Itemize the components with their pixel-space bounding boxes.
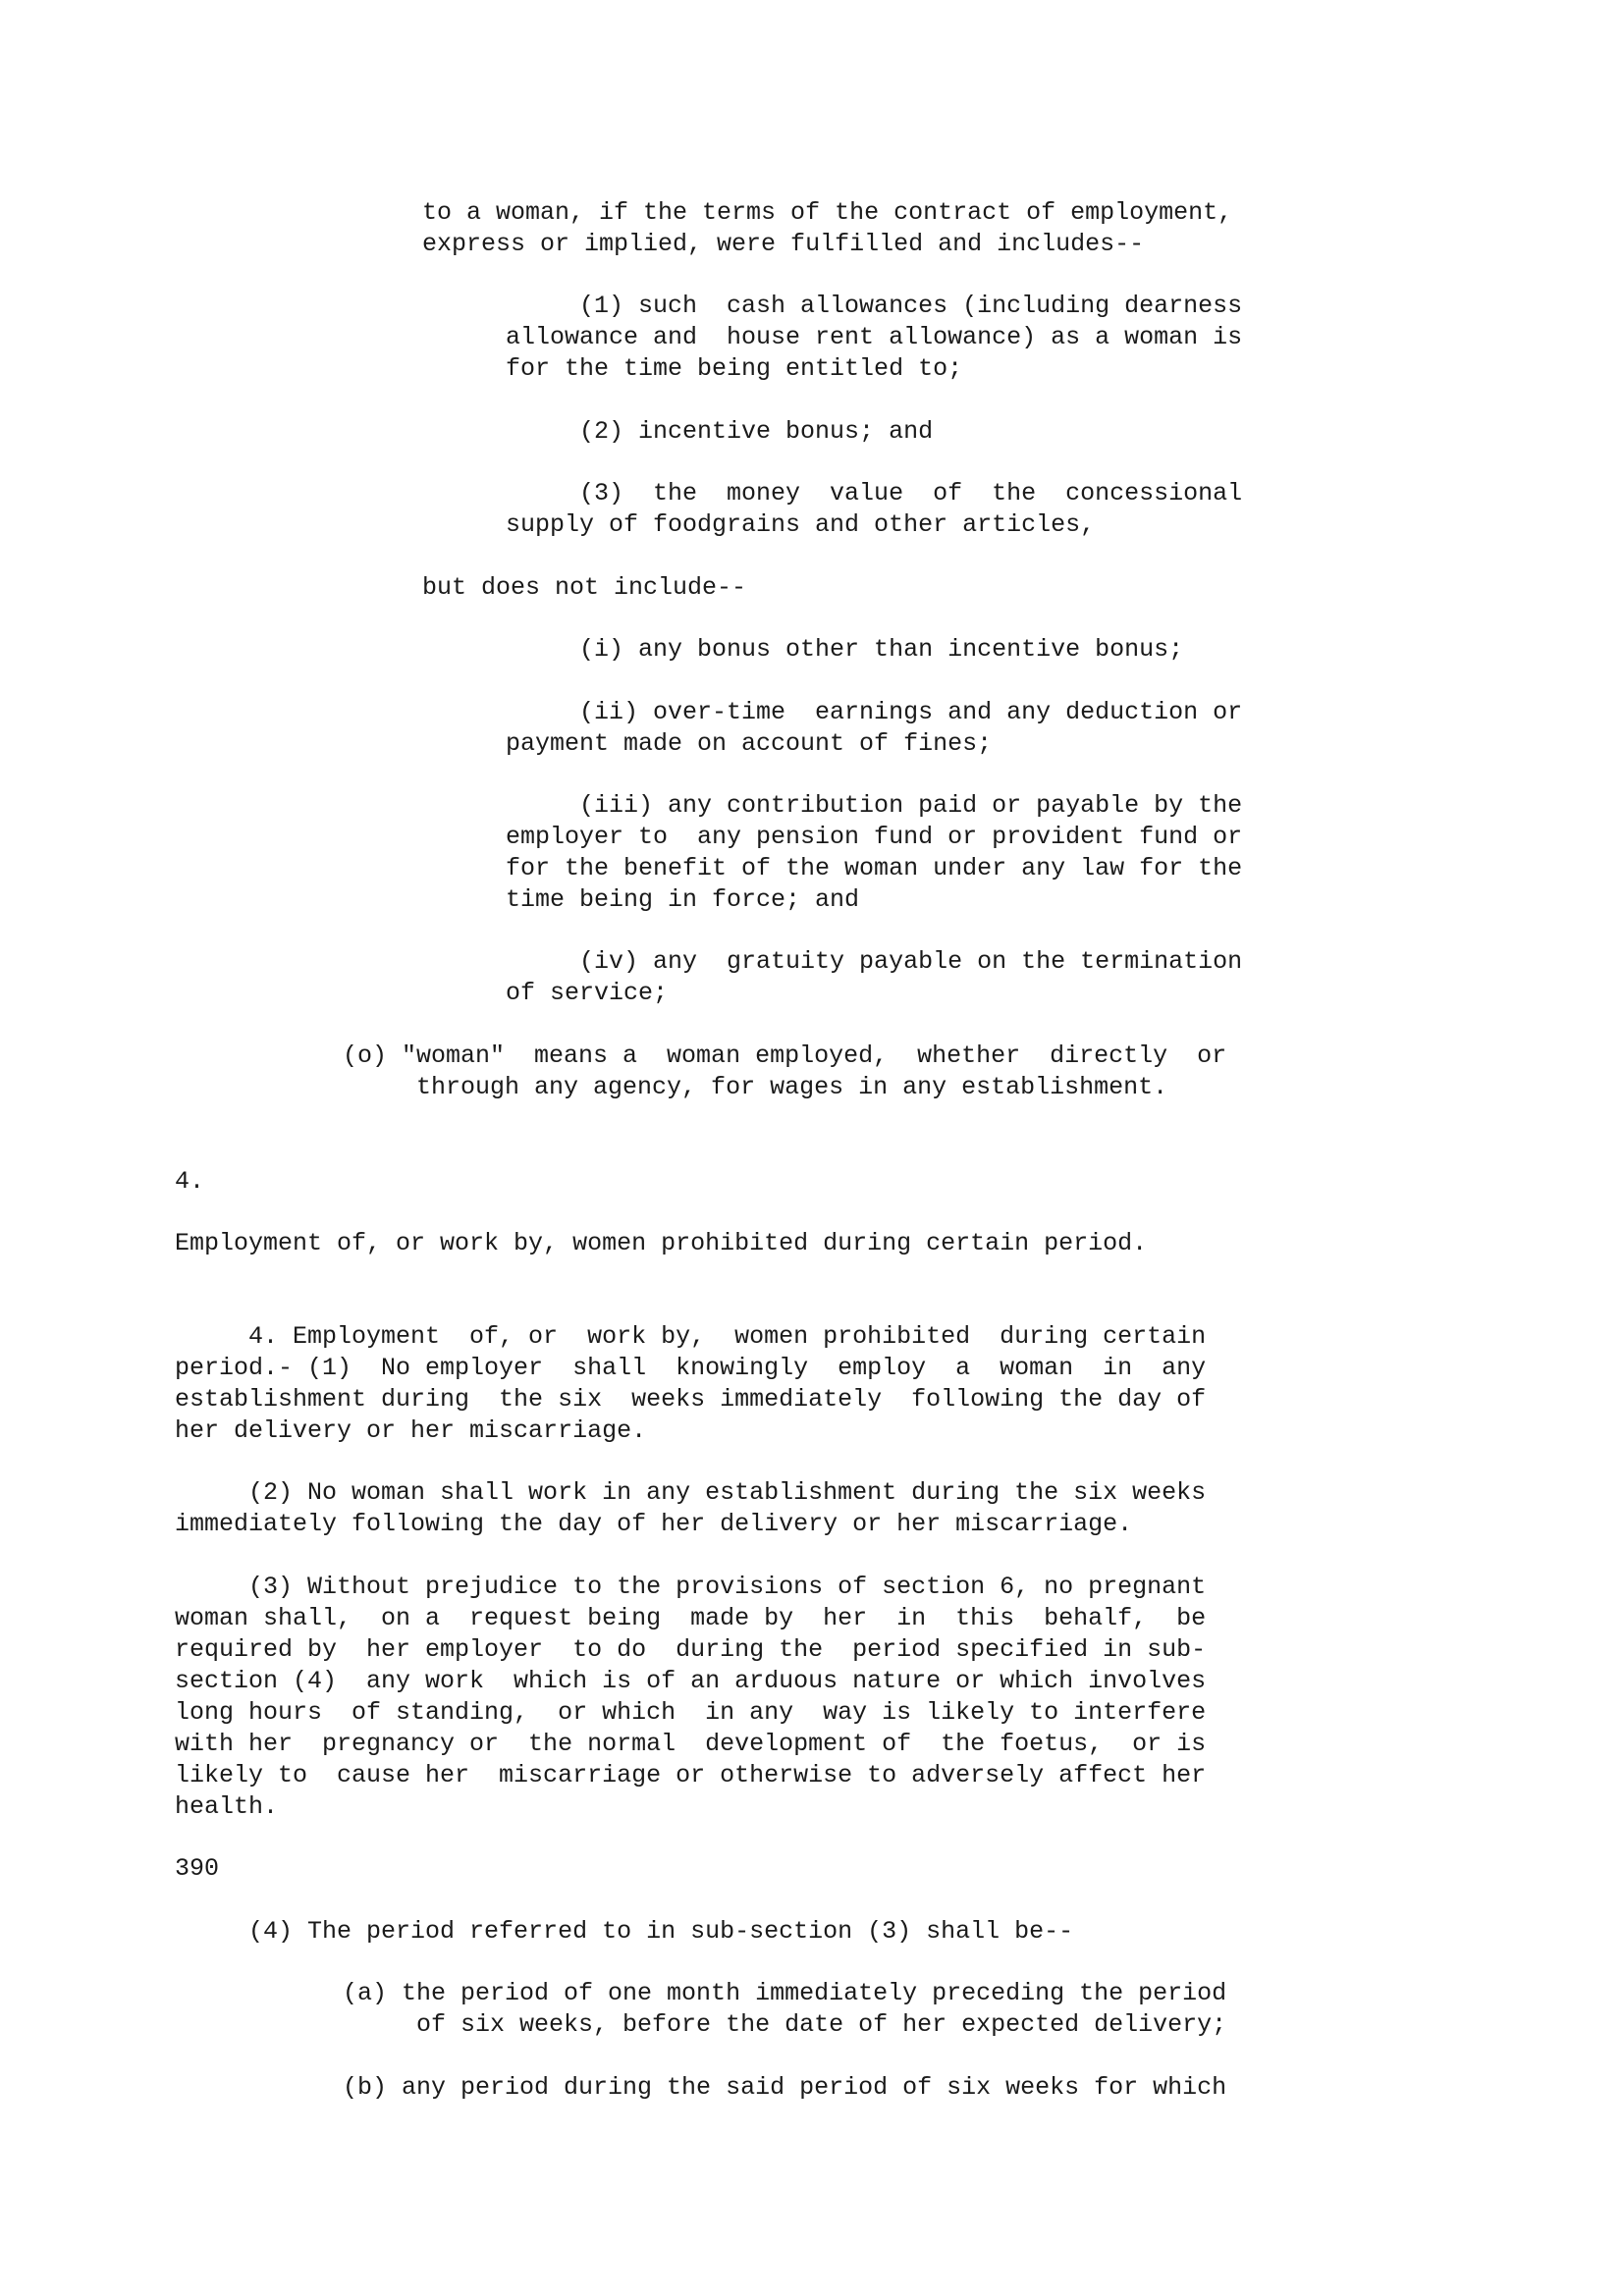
subsection-4-item-b-line-1: (b) any period during the said period of six weeks for which [343, 2073, 1227, 2102]
subsection-3-line-3: required by her employer to do during the period specified in sub- [175, 1635, 1207, 1664]
exclude-item-iii-line-2: employer to any pension fund or provident fund or [506, 823, 1243, 851]
but-does-not-include: but does not include-- [422, 573, 747, 602]
exclude-item-iii-line-3: for the benefit of the woman under any law for the [506, 854, 1243, 882]
include-item-1-line-1: (1) such cash allowances (including dearness [506, 292, 1243, 320]
subsection-4-item-a-line-2: of six weeks, before the date of her expected delivery; [343, 2010, 1227, 2039]
subsection-1-line-4: her delivery or her miscarriage. [175, 1416, 647, 1445]
subsection-1-line-1: 4. Employment of, or work by, women prohibited during certain [175, 1322, 1207, 1351]
subsection-2-line-2: immediately following the day of her delivery or her miscarriage. [175, 1510, 1133, 1538]
subsection-3-line-8: health. [175, 1792, 279, 1821]
exclude-item-iii-line-4: time being in force; and [506, 885, 860, 914]
clause-o-line-2: through any agency, for wages in any establishment. [343, 1073, 1168, 1101]
include-item-2-line-1: (2) incentive bonus; and [506, 417, 934, 446]
section-number: 4. [175, 1167, 205, 1196]
exclude-item-iv-line-1: (iv) any gratuity payable on the termination [506, 947, 1243, 976]
section-heading: Employment of, or work by, women prohibited during certain period. [175, 1229, 1148, 1257]
wages-continuation-line-2: express or implied, were fulfilled and includes-- [422, 230, 1145, 258]
page-number: 390 [175, 1854, 220, 1883]
exclude-item-ii-line-1: (ii) over-time earnings and any deduction or [506, 698, 1243, 726]
exclude-item-iv-line-2: of service; [506, 979, 669, 1007]
subsection-1-line-3: establishment during the six weeks immediately following the day of [175, 1385, 1207, 1414]
wages-continuation-line-1: to a woman, if the terms of the contract of employment, [422, 198, 1233, 227]
include-item-1-line-2: allowance and house rent allowance) as a woman is [506, 323, 1243, 351]
include-item-1-line-3: for the time being entitled to; [506, 354, 963, 383]
clause-o-line-1: (o) "woman" means a woman employed, whether directly or [343, 1041, 1227, 1070]
subsection-3-line-5: long hours of standing, or which in any way is likely to interfere [175, 1698, 1207, 1727]
subsection-1-line-2: period.- (1) No employer shall knowingly employ a woman in any [175, 1354, 1207, 1382]
subsection-4-item-a-line-1: (a) the period of one month immediately preceding the period [343, 1979, 1227, 2007]
include-item-3-line-2: supply of foodgrains and other articles, [506, 510, 1096, 539]
subsection-2-line-1: (2) No woman shall work in any establishment during the six weeks [175, 1478, 1207, 1507]
exclude-item-i-line-1: (i) any bonus other than incentive bonus; [506, 635, 1184, 664]
subsection-3-line-4: section (4) any work which is of an arduous nature or which involves [175, 1667, 1207, 1695]
subsection-3-line-2: woman shall, on a request being made by her in this behalf, be [175, 1604, 1207, 1632]
exclude-item-iii-line-1: (iii) any contribution paid or payable by the [506, 791, 1243, 820]
subsection-3-line-6: with her pregnancy or the normal development of the foetus, or is [175, 1730, 1207, 1758]
include-item-3-line-1: (3) the money value of the concessional [506, 479, 1243, 507]
exclude-item-ii-line-2: payment made on account of fines; [506, 729, 993, 758]
subsection-3-line-7: likely to cause her miscarriage or otherwise to adversely affect her [175, 1761, 1207, 1789]
subsection-4-lead: (4) The period referred to in sub-section (3) shall be-- [175, 1917, 1074, 1946]
subsection-3-line-1: (3) Without prejudice to the provisions of section 6, no pregnant [175, 1573, 1207, 1601]
